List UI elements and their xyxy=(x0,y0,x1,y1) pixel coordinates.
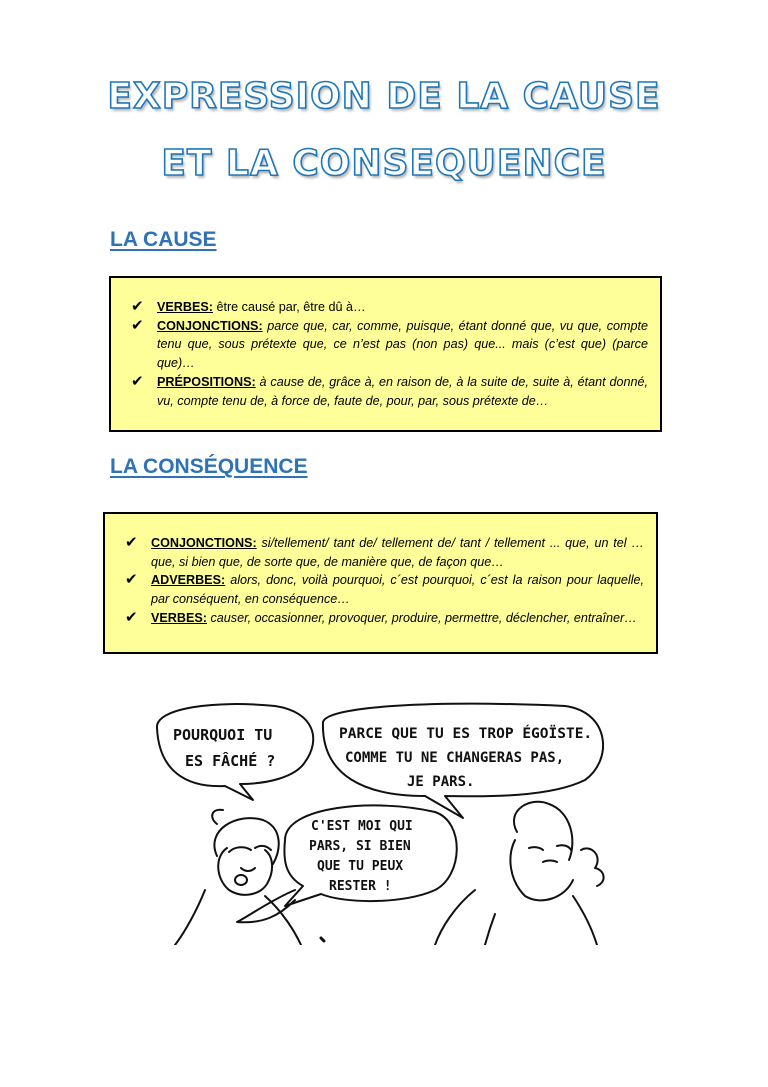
consequence-heading: LA CONSÉQUENCE xyxy=(110,455,308,478)
item-label: CONJONCTIONS: xyxy=(157,318,263,333)
list-item xyxy=(131,316,648,373)
cause-heading: LA CAUSE xyxy=(110,228,217,251)
bubble-left-line: ES FÂCHÉ ? xyxy=(185,752,276,770)
bubble-right-line: JE PARS. xyxy=(407,774,475,790)
item-label: VERBES: xyxy=(157,300,213,314)
page-title-line-2: ET LA CONSEQUENCE xyxy=(161,143,607,184)
item-text: causer, occasionner, provoquer, produire, permettre, déclencher, entraîner… xyxy=(206,610,637,625)
item-label: PRÉPOSITIONS: xyxy=(157,374,256,389)
checkmark-icon: ✔ xyxy=(131,316,144,334)
bubble-left-line: POURQUOI TU xyxy=(173,726,273,744)
page-title-line-1: EXPRESSION DE LA CAUSE xyxy=(107,76,661,117)
item-text: parce que, car, comme, puisque, étant donné que, vu que, compte tenu que, sous prétexte que, ce n’est pas (non pas) que... mais (c’est que) (parce que)… xyxy=(157,318,648,371)
man-figure xyxy=(435,802,604,945)
item-text: alors, donc, voilà pourquoi, c´est pourquoi, c´est la raison pour laquelle, par conséquent, en conséquence… xyxy=(151,573,644,607)
woman-figure xyxy=(175,810,301,945)
item-text: à cause de, grâce à, en raison de, à la suite de, suite à, étant donné, vu, compte tenu de, à force de, faute de, pour, par, sous prétexte de… xyxy=(157,374,648,408)
checkmark-icon: ✔ xyxy=(125,571,138,589)
comic-illustration xyxy=(145,700,615,945)
checkmark-icon: ✔ xyxy=(131,372,144,390)
list-item xyxy=(125,571,644,608)
checkmark-icon: ✔ xyxy=(131,298,144,315)
bubble-middle-line: C'EST MOI QUI xyxy=(311,819,413,834)
checkmark-icon: ✔ xyxy=(125,534,138,551)
list-item xyxy=(125,608,644,628)
bubble-middle-line: PARS, SI BIEN xyxy=(309,839,411,854)
list-item xyxy=(131,298,648,317)
item-text: être causé par, être dû à… xyxy=(212,300,366,314)
item-label: VERBES: xyxy=(151,610,207,625)
list-item xyxy=(125,534,644,571)
bubble-middle-line: QUE TU PEUX xyxy=(317,859,404,874)
bubble-right-line: PARCE QUE TU ES TROP ÉGOÏSTE. xyxy=(339,726,593,742)
item-text: si/tellement/ tant de/ tellement de/ tant / tellement ... que, un tel …que, si bien que, de sorte que, de manière que, de façon que… xyxy=(151,536,644,569)
item-label: CONJONCTIONS: xyxy=(151,536,257,550)
bubble-middle-line: RESTER ! xyxy=(329,879,392,894)
list-item xyxy=(131,372,648,410)
checkmark-icon: ✔ xyxy=(125,608,138,626)
item-label: ADVERBES: xyxy=(151,573,226,588)
consequence-box xyxy=(103,512,658,654)
bubble-right-line: COMME TU NE CHANGERAS PAS, xyxy=(345,750,565,766)
cause-box xyxy=(109,276,662,432)
